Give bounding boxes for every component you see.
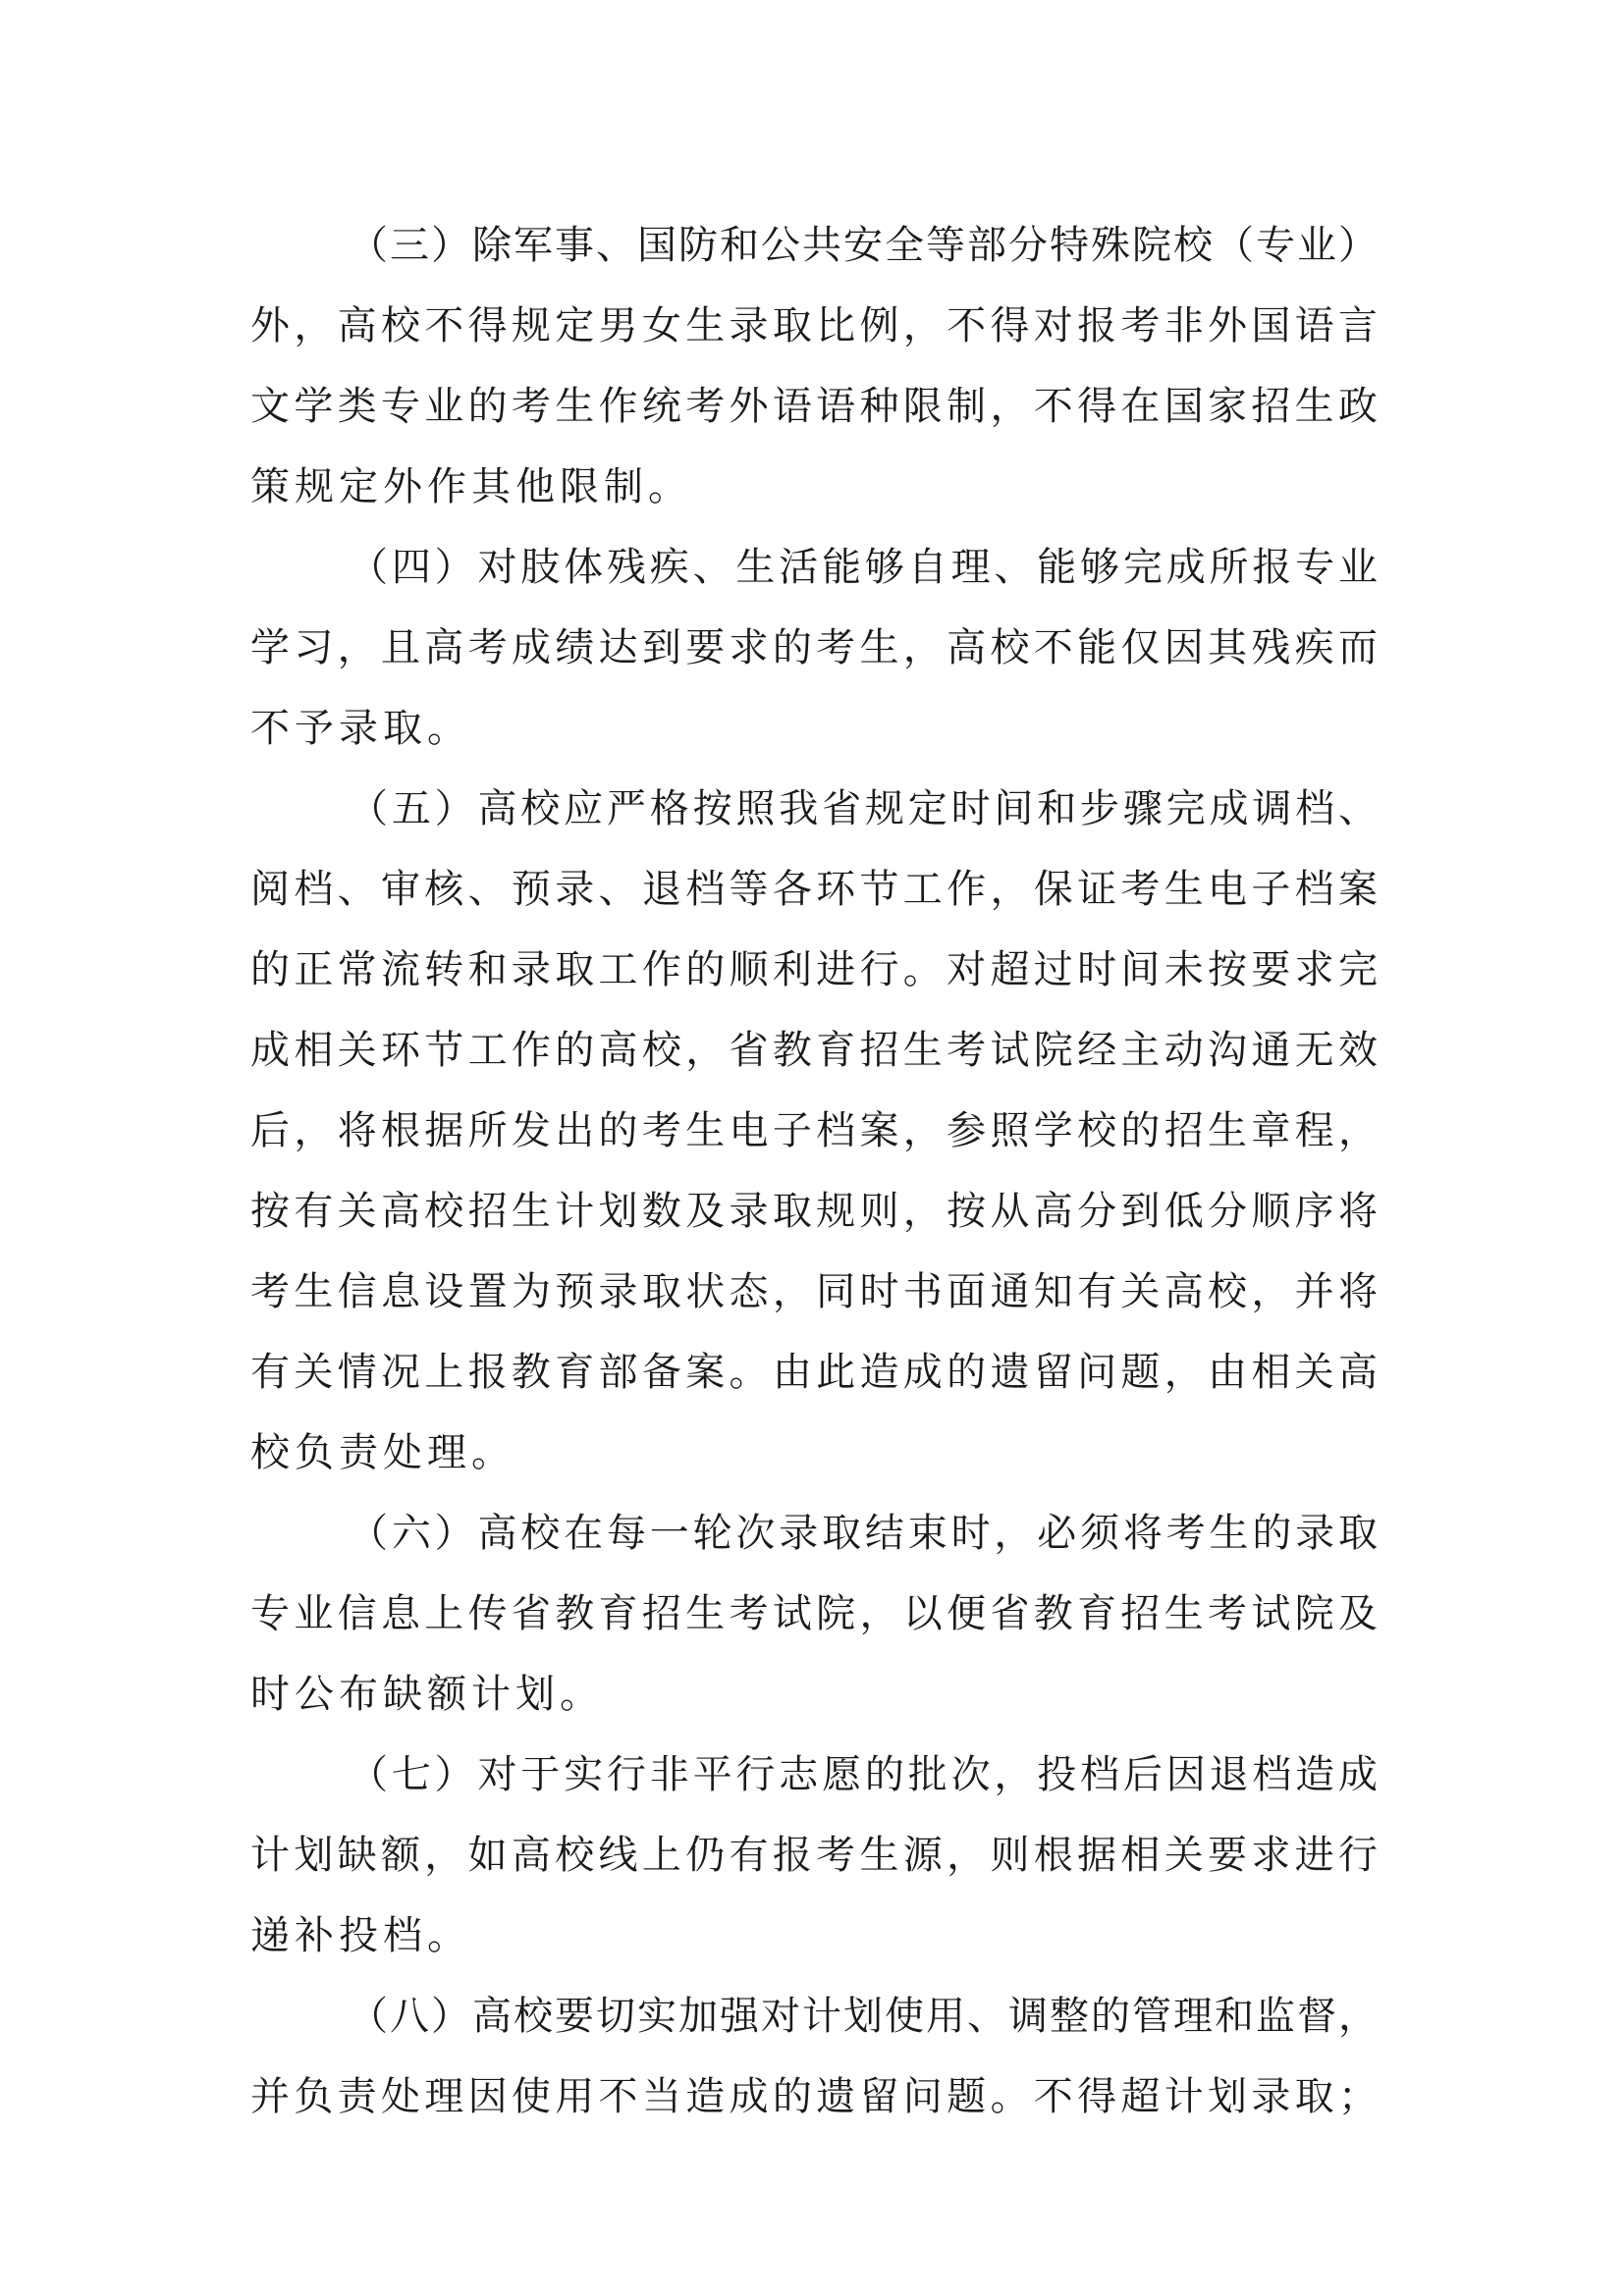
text-line: 校负责处理。 [250,1430,515,1475]
paragraph-5-line-3 [0,930,1624,1010]
paragraph-5-line-4 [0,1010,1624,1091]
text-line: 递补投档。 [250,1913,471,1958]
text-line: 时公布缺额计划。 [250,1672,604,1717]
text-line: （三）除军事、国防和公共安全等部分特殊院校（专业） [349,223,1378,268]
text-line: 策规定外作其他限制。 [250,464,692,509]
paragraph-6-line-3 [0,1654,1624,1735]
text-line: 后，将根据所发出的考生电子档案，参照学校的招生章程， [250,1108,1378,1153]
paragraph-7-line-2 [0,1815,1624,1896]
text-line: 并负责处理因使用不当造成的遗留问题。不得超计划录取； [250,2074,1378,2119]
text-line: 外，高校不得规定男女生录取比例，不得对报考非外国语言 [250,303,1378,348]
paragraph-5-line-8 [0,1332,1624,1413]
paragraph-3-line-2 [0,286,1624,366]
paragraph-8-line-1 [0,1976,1624,2056]
text-line: 专业信息上传省教育招生考试院，以便省教育招生考试院及 [250,1591,1378,1636]
paragraph-5-line-5 [0,1091,1624,1171]
text-line: 计划缺额，如高校线上仍有报考生源，则根据相关要求进行 [250,1833,1378,1878]
paragraph-4-line-1 [0,527,1624,608]
paragraph-7-line-3 [0,1896,1624,1976]
text-line: 成相关环节工作的高校，省教育招生考试院经主动沟通无效 [250,1028,1378,1073]
paragraph-3-line-3 [0,366,1624,447]
text-line: （七）对于实行非平行志愿的批次，投档后因退档造成 [349,1752,1378,1797]
paragraph-4-line-3 [0,688,1624,769]
text-line: （五）高校应严格按照我省规定时间和步骤完成调档、 [349,786,1378,831]
paragraph-5-line-6 [0,1171,1624,1252]
text-line: （八）高校要切实加强对计划使用、调整的管理和监督， [349,1994,1378,2039]
text-line: 不予录取。 [250,706,471,751]
text-line: 按有关高校招生计划数及录取规则，按从高分到低分顺序将 [250,1189,1378,1234]
paragraph-5-line-1 [0,769,1624,849]
paragraph-3-line-1 [0,205,1624,286]
text-line: 的正常流转和录取工作的顺利进行。对超过时间未按要求完 [250,947,1378,992]
text-line: （六）高校在每一轮次录取结束时，必须将考生的录取 [349,1511,1378,1556]
paragraph-5-line-7 [0,1252,1624,1332]
text-line: （四）对肢体残疾、生活能够自理、能够完成所报专业 [349,545,1378,590]
text-line: 有关情况上报教育部备案。由此造成的遗留问题，由相关高 [250,1350,1378,1395]
paragraph-5-line-9 [0,1413,1624,1493]
text-line: 考生信息设置为预录取状态，同时书面通知有关高校，并将 [250,1269,1378,1314]
paragraph-3-line-4 [0,447,1624,527]
text-line: 学习，且高考成绩达到要求的考生，高校不能仅因其残疾而 [250,625,1378,670]
paragraph-4-line-2 [0,608,1624,688]
paragraph-6-line-1 [0,1493,1624,1574]
paragraph-5-line-2 [0,849,1624,930]
paragraph-7-line-1 [0,1735,1624,1815]
paragraph-6-line-2 [0,1574,1624,1654]
text-line: 文学类专业的考生作统考外语语种限制，不得在国家招生政 [250,384,1378,429]
paragraph-8-line-2 [0,2056,1624,2137]
text-line: 阅档、审核、预录、退档等各环节工作，保证考生电子档案 [250,867,1378,912]
